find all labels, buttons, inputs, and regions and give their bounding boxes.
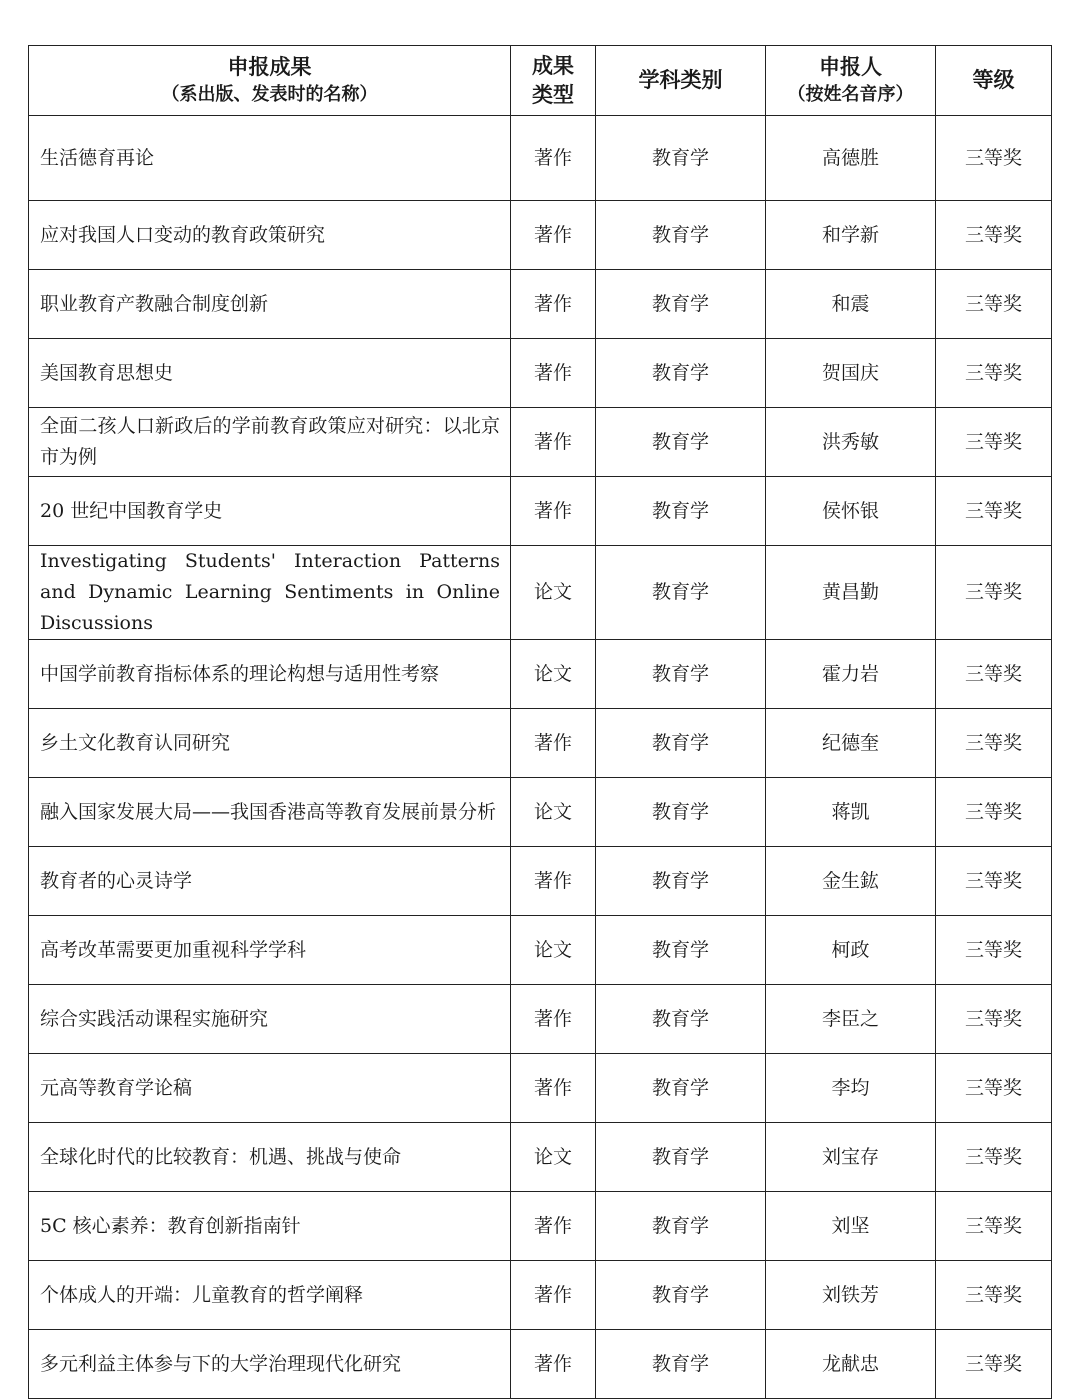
- cell-level: 三等奖: [936, 916, 1052, 985]
- cell-title: 美国教育思想史: [29, 339, 511, 408]
- cell-applicant: 和学新: [766, 201, 936, 270]
- cell-applicant: 黄昌勤: [766, 546, 936, 640]
- cell-type: 著作: [511, 709, 596, 778]
- header-applicant-main: 申报人: [819, 55, 882, 79]
- header-subject: 学科类别: [596, 46, 766, 116]
- header-title: [29, 46, 511, 116]
- cell-level: 三等奖: [936, 477, 1052, 546]
- cell-level: 三等奖: [936, 847, 1052, 916]
- table-row: [29, 709, 1052, 778]
- cell-title: 融入国家发展大局——我国香港高等教育发展前景分析: [29, 778, 511, 847]
- header-applicant: [766, 46, 936, 116]
- cell-type: 论文: [511, 640, 596, 709]
- cell-title: 生活德育再论: [29, 116, 511, 201]
- cell-title: 个体成人的开端：儿童教育的哲学阐释: [29, 1261, 511, 1330]
- cell-subject: 教育学: [596, 201, 766, 270]
- table-row: [29, 270, 1052, 339]
- cell-subject: 教育学: [596, 1261, 766, 1330]
- cell-type: 论文: [511, 546, 596, 640]
- table-row: [29, 116, 1052, 201]
- cell-applicant: 刘坚: [766, 1192, 936, 1261]
- cell-applicant: 纪德奎: [766, 709, 936, 778]
- cell-level: 三等奖: [936, 640, 1052, 709]
- cell-type: 著作: [511, 1330, 596, 1399]
- cell-type: 著作: [511, 408, 596, 477]
- cell-type: 著作: [511, 339, 596, 408]
- cell-applicant: 李均: [766, 1054, 936, 1123]
- cell-type: 论文: [511, 916, 596, 985]
- cell-subject: 教育学: [596, 1123, 766, 1192]
- header-title-main: 申报成果: [227, 55, 312, 79]
- cell-subject: 教育学: [596, 546, 766, 640]
- cell-title: 综合实践活动课程实施研究: [29, 985, 511, 1054]
- cell-title: 全球化时代的比较教育：机遇、挑战与使命: [29, 1123, 511, 1192]
- table-row: [29, 778, 1052, 847]
- cell-subject: 教育学: [596, 1192, 766, 1261]
- cell-applicant: 洪秀敏: [766, 408, 936, 477]
- cell-subject: 教育学: [596, 778, 766, 847]
- header-applicant-sub: （按姓名音序）: [787, 84, 914, 105]
- cell-type: 著作: [511, 201, 596, 270]
- table-row: [29, 477, 1052, 546]
- cell-level: 三等奖: [936, 1192, 1052, 1261]
- table-row: [29, 1330, 1052, 1399]
- cell-type: 著作: [511, 847, 596, 916]
- cell-type: 论文: [511, 1123, 596, 1192]
- cell-subject: 教育学: [596, 270, 766, 339]
- cell-type: 著作: [511, 1054, 596, 1123]
- cell-subject: 教育学: [596, 1054, 766, 1123]
- cell-type: 著作: [511, 1192, 596, 1261]
- cell-level: 三等奖: [936, 201, 1052, 270]
- cell-applicant: 贺国庆: [766, 339, 936, 408]
- cell-level: 三等奖: [936, 778, 1052, 847]
- header-level: 等级: [936, 46, 1052, 116]
- table-row: [29, 1054, 1052, 1123]
- cell-applicant: 蒋凯: [766, 778, 936, 847]
- cell-type: 著作: [511, 1261, 596, 1330]
- cell-applicant: 霍力岩: [766, 640, 936, 709]
- table-row: [29, 985, 1052, 1054]
- table-row: [29, 1192, 1052, 1261]
- table-row: [29, 408, 1052, 477]
- cell-level: 三等奖: [936, 985, 1052, 1054]
- cell-subject: 教育学: [596, 477, 766, 546]
- cell-title: 中国学前教育指标体系的理论构想与适用性考察: [29, 640, 511, 709]
- cell-type: 著作: [511, 270, 596, 339]
- cell-subject: 教育学: [596, 916, 766, 985]
- table-row: [29, 201, 1052, 270]
- cell-title: 多元利益主体参与下的大学治理现代化研究: [29, 1330, 511, 1399]
- table-row: [29, 339, 1052, 408]
- cell-level: 三等奖: [936, 270, 1052, 339]
- table-row: [29, 640, 1052, 709]
- cell-level: 三等奖: [936, 116, 1052, 201]
- table-row: [29, 1123, 1052, 1192]
- cell-type: 著作: [511, 477, 596, 546]
- cell-level: 三等奖: [936, 1054, 1052, 1123]
- cell-title: 高考改革需要更加重视科学学科: [29, 916, 511, 985]
- cell-type: 论文: [511, 778, 596, 847]
- table-row: [29, 1261, 1052, 1330]
- table-row: [29, 847, 1052, 916]
- cell-applicant: 刘宝存: [766, 1123, 936, 1192]
- cell-subject: 教育学: [596, 339, 766, 408]
- header-type-line2: 类型: [532, 82, 574, 107]
- header-row: [29, 46, 1052, 116]
- cell-applicant: 柯政: [766, 916, 936, 985]
- table-row: [29, 916, 1052, 985]
- cell-level: 三等奖: [936, 339, 1052, 408]
- cell-title: 20 世纪中国教育学史: [29, 477, 511, 546]
- cell-level: 三等奖: [936, 1330, 1052, 1399]
- cell-applicant: 李臣之: [766, 985, 936, 1054]
- cell-applicant: 和震: [766, 270, 936, 339]
- cell-level: 三等奖: [936, 709, 1052, 778]
- table-body: [29, 116, 1052, 1399]
- header-title-sub: （系出版、发表时的名称）: [161, 84, 378, 105]
- cell-subject: 教育学: [596, 1330, 766, 1399]
- cell-subject: 教育学: [596, 847, 766, 916]
- cell-level: 三等奖: [936, 1261, 1052, 1330]
- cell-applicant: 高德胜: [766, 116, 936, 201]
- cell-title: Investigating Students' Interaction Patterns and Dynamic Learning Sentiments in Online Discussions: [29, 546, 511, 640]
- cell-subject: 教育学: [596, 709, 766, 778]
- cell-applicant: 龙献忠: [766, 1330, 936, 1399]
- cell-type: 著作: [511, 985, 596, 1054]
- cell-title: 元高等教育学论稿: [29, 1054, 511, 1123]
- cell-title: 职业教育产教融合制度创新: [29, 270, 511, 339]
- cell-subject: 教育学: [596, 116, 766, 201]
- cell-title: 全面二孩人口新政后的学前教育政策应对研究：以北京市为例: [29, 408, 511, 477]
- cell-level: 三等奖: [936, 546, 1052, 640]
- cell-subject: 教育学: [596, 408, 766, 477]
- cell-title: 应对我国人口变动的教育政策研究: [29, 201, 511, 270]
- header-type: [511, 46, 596, 116]
- cell-subject: 教育学: [596, 985, 766, 1054]
- table-row: [29, 546, 1052, 640]
- award-table: [28, 45, 1052, 1399]
- cell-title: 乡土文化教育认同研究: [29, 709, 511, 778]
- cell-applicant: 刘铁芳: [766, 1261, 936, 1330]
- cell-level: 三等奖: [936, 408, 1052, 477]
- cell-subject: 教育学: [596, 640, 766, 709]
- cell-title: 教育者的心灵诗学: [29, 847, 511, 916]
- cell-applicant: 侯怀银: [766, 477, 936, 546]
- cell-applicant: 金生鈜: [766, 847, 936, 916]
- cell-type: 著作: [511, 116, 596, 201]
- cell-title: 5C 核心素养：教育创新指南针: [29, 1192, 511, 1261]
- cell-level: 三等奖: [936, 1123, 1052, 1192]
- header-type-line1: 成果: [532, 53, 574, 78]
